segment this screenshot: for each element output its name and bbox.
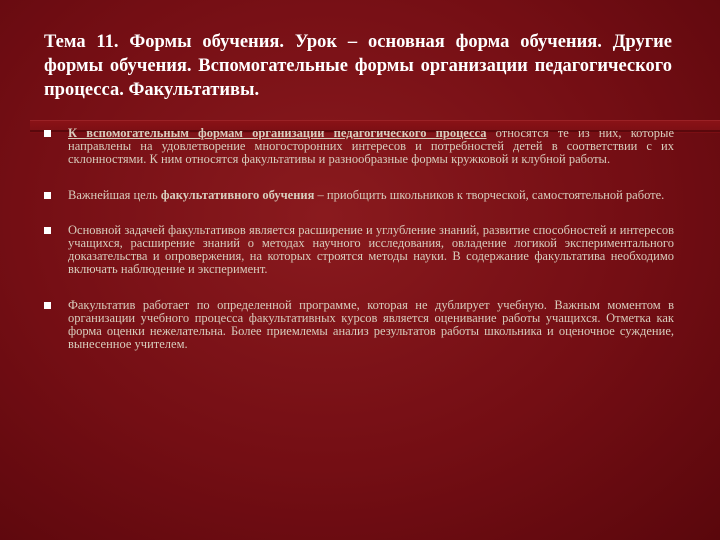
square-bullet-icon <box>44 130 51 137</box>
square-bullet-icon <box>44 192 51 199</box>
bullet-list <box>44 127 674 351</box>
square-bullet-icon <box>44 227 51 234</box>
bullet-item <box>44 127 674 167</box>
slide-title: Тема 11. Формы обучения. Урок – основная форма обучения. Другие формы обучения. Вспомогательные формы организации педагогического процесса. Факультативы. <box>44 32 672 100</box>
square-bullet-icon <box>44 302 51 309</box>
bullet-lead-term: К вспомогательным формам организации педагогического процесса <box>68 126 487 140</box>
bullet-text: относятся те из них, которые направлены на удовлетворение многосторонних интересов и потребностей детей в соответствии с их склонностями. К ним относятся факультативы и разнообразные формы кружковой и клубной работы. <box>68 126 674 167</box>
bullet-text: Основной задачей факультативов является расширение и углубление знаний, развитие способностей и интересов учащихся, расширение знаний о методах научного исследования, овладение логикой экспериментального доказательства и опровержения, на которых строятся методы науки. В содержание факультатива необходимо включать наблюдение и эксперимент. <box>68 222 674 277</box>
bullet-item <box>44 189 674 202</box>
bullet-item <box>44 224 674 277</box>
bullet-bold-term: факультативного обучения <box>160 187 315 202</box>
bullet-prefix: Важнейшая цель <box>68 187 161 202</box>
bullet-item <box>44 299 674 352</box>
bullet-text: Факультатив работает по определенной программе, которая не дублирует учебную. Важным моментом в организации учебного процесса факультативных курсов является оценивание работы учащихся. Отметка как форма оценки нежелательна. Более приемлемы анализ результатов работы школьника и оценочное суждение, вынесенное учителем. <box>68 297 674 352</box>
bullet-text: – приобщить школьников к творческой, самостоятельной работе. <box>314 187 665 202</box>
